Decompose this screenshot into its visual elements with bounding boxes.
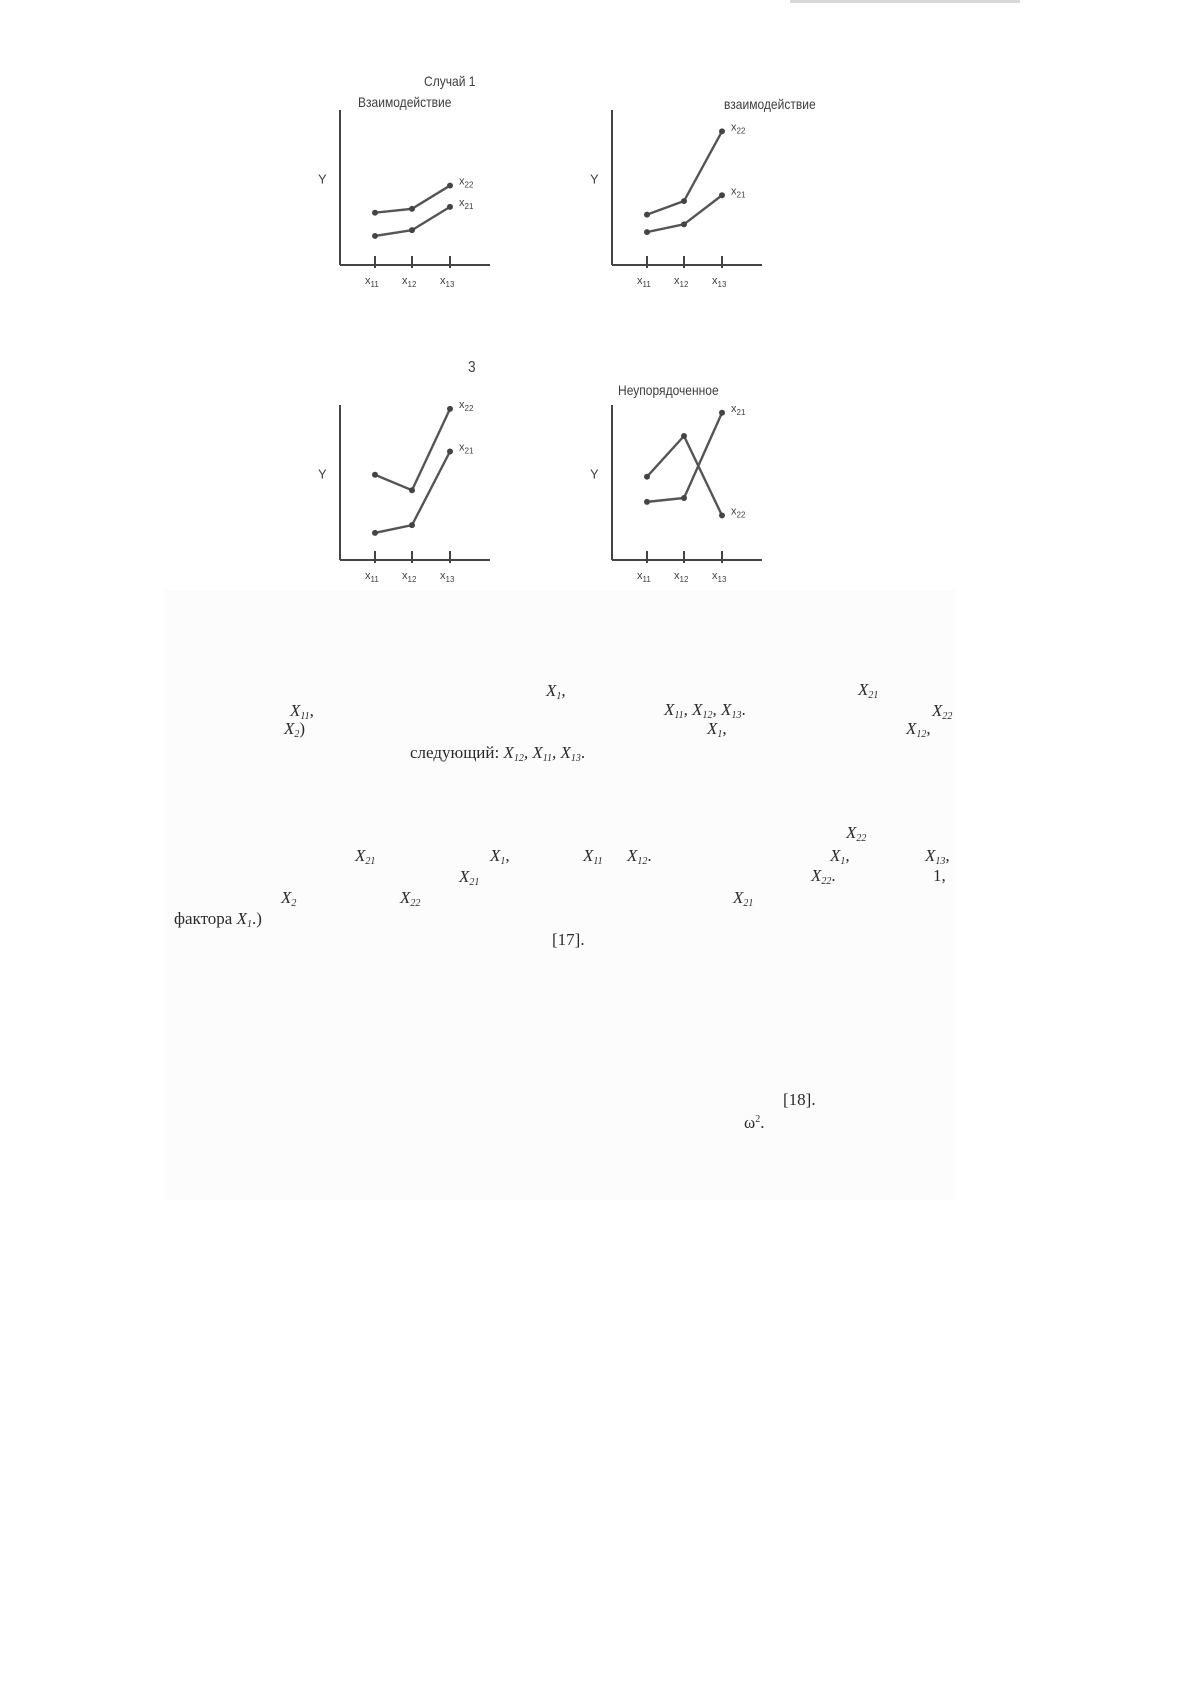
text-factor: фактора $X_1$.) <box>174 909 262 930</box>
data-point <box>681 198 687 204</box>
y-axis-label: Y <box>590 171 599 187</box>
x-tick-label: $x_{11}$ <box>365 570 379 584</box>
x-tick-label: $x_{13}$ <box>712 275 727 289</box>
text-x2-b: $X_2$ <box>281 888 297 909</box>
data-point <box>644 212 650 218</box>
series-label-x21: $x_{21}$ <box>459 441 474 456</box>
series-label-x22: $x_{22}$ <box>731 121 746 136</box>
series-line-x22 <box>647 436 722 515</box>
data-point <box>447 406 453 412</box>
text-x22-b: $X_{22}$ <box>846 823 867 844</box>
data-point <box>372 233 378 239</box>
data-point <box>681 221 687 227</box>
data-point <box>447 449 453 455</box>
text-x21-b: $X_{21}$ <box>355 846 376 867</box>
text-x21-c: $X_{21}$ <box>459 867 480 888</box>
reference-17: [17]. <box>552 930 585 949</box>
data-point <box>681 495 687 501</box>
text-x21-d: $X_{21}$ <box>733 888 754 909</box>
text-x12-b: $X_{12}$. <box>627 846 652 867</box>
x-tick-label: $x_{13}$ <box>440 275 455 289</box>
data-point <box>372 530 378 536</box>
data-point <box>719 410 725 416</box>
x-tick-label: $x_{12}$ <box>402 275 417 289</box>
chart-1-title: Взаимодействие <box>358 94 452 110</box>
scan-edge <box>790 0 1020 3</box>
data-point <box>372 210 378 216</box>
data-point <box>447 183 453 189</box>
text-x-levels: $X_{11}$, $X_{12}$, $X_{13}$. <box>664 700 746 721</box>
text-x22-c: $X_{22}$. <box>811 866 836 887</box>
series-label-x22: $x_{22}$ <box>731 505 746 520</box>
data-point <box>409 487 415 493</box>
section-number: 3 <box>468 359 476 376</box>
x-tick-label: $x_{13}$ <box>712 570 727 584</box>
chart-1 <box>318 110 560 325</box>
series-line-x21 <box>647 413 722 502</box>
data-point <box>644 499 650 505</box>
y-axis-label: Y <box>318 466 327 482</box>
series-label-x21: $x_{21}$ <box>731 185 746 200</box>
data-point <box>409 522 415 528</box>
text-one: 1, <box>933 866 946 885</box>
text-x13-a: $X_{13}$, <box>925 846 950 867</box>
data-point <box>719 128 725 134</box>
data-point <box>372 472 378 478</box>
case-label: Случай 1 <box>424 73 476 89</box>
chart-4 <box>590 402 832 620</box>
x-tick-label: $x_{12}$ <box>674 570 689 584</box>
chart-2-title: взаимодействие <box>724 96 816 112</box>
data-point <box>409 206 415 212</box>
chart-2 <box>590 110 832 325</box>
text-x21-a: $X_{21}$ <box>858 680 879 701</box>
text-x11-b: $X_{11}$ <box>583 846 603 867</box>
series-label-x21: $x_{21}$ <box>731 402 746 417</box>
text-x1-a: $X_1$, <box>546 681 566 702</box>
data-point <box>681 433 687 439</box>
x-tick-label: $x_{11}$ <box>637 275 651 289</box>
text-x1-b: $X_1$, <box>707 719 727 740</box>
data-point <box>409 227 415 233</box>
data-point <box>719 192 725 198</box>
x-tick-label: $x_{11}$ <box>637 570 651 584</box>
series-label-x22: $x_{22}$ <box>459 398 474 413</box>
data-point <box>644 229 650 235</box>
text-x1-c: $X_1$, <box>490 846 510 867</box>
series-label-x21: $x_{21}$ <box>459 196 474 211</box>
text-x2-a: $X_2$) <box>284 719 306 740</box>
data-point <box>447 204 453 210</box>
chart-4-title: Неупорядоченное <box>618 382 719 398</box>
text-x1-d: $X_1$, <box>830 846 850 867</box>
x-tick-label: $x_{12}$ <box>674 275 689 289</box>
reference-18: [18]. <box>783 1090 816 1109</box>
text-x22-d: $X_{22}$ <box>400 888 421 909</box>
text-x22-a: $X_{22}$ <box>932 701 953 722</box>
text-order: следующий: $X_{12}$, $X_{11}$, $X_{13}$. <box>410 743 586 764</box>
y-axis-label: Y <box>318 171 327 187</box>
series-line-x22 <box>375 409 450 490</box>
x-tick-label: $x_{12}$ <box>402 570 417 584</box>
x-tick-label: $x_{11}$ <box>365 275 379 289</box>
text-x12-a: $X_{12}$, <box>906 719 931 740</box>
text-x11-a: $X_{11}$, <box>290 701 314 722</box>
chart-3 <box>318 398 560 620</box>
omega-squared: $\omega^2$. <box>744 1113 765 1132</box>
y-axis-label: Y <box>590 466 599 482</box>
data-point <box>719 512 725 518</box>
series-label-x22: $x_{22}$ <box>459 175 474 190</box>
data-point <box>644 474 650 480</box>
x-tick-label: $x_{13}$ <box>440 570 455 584</box>
